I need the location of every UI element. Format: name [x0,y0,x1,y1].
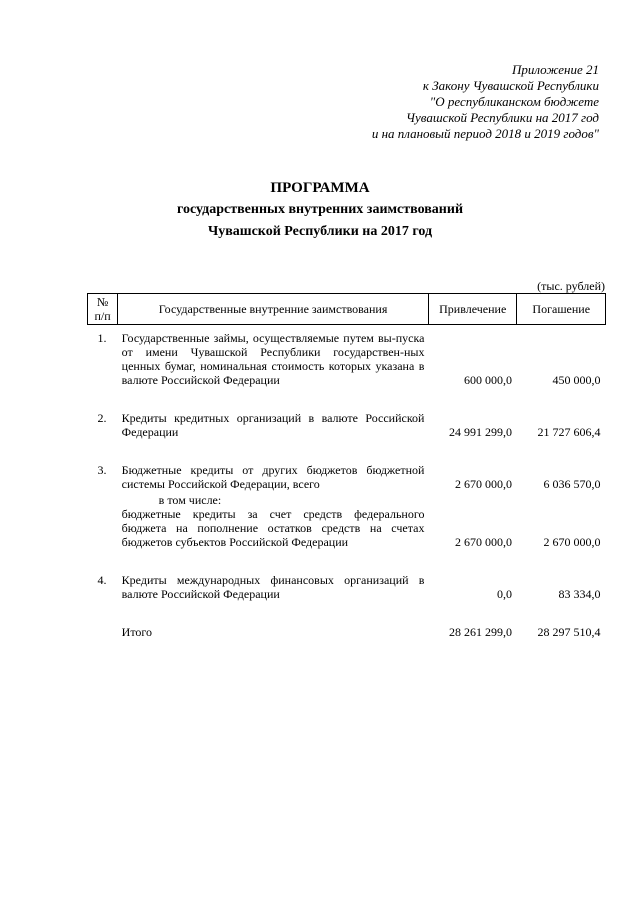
total-row [88,623,606,639]
subrow-name: бюджетные кредиты за счет средств федерального бюджета на пополнение остатков средств на счетах бюджетов субъектов Российской Федерации [121,506,425,549]
total-out: 28 297 510,4 [537,624,601,639]
header-name: Государственные внутренние заимствования [118,294,429,325]
appendix-line-1: Приложение 21 [511,62,599,77]
row-in: 24 991 299,0 [448,424,512,439]
row-num: 3. [97,462,107,477]
units-label: (тыс. рублей) [537,279,605,293]
table-row [88,409,606,439]
subrow-out: 2 670 000,0 [543,534,601,549]
row-num: 2. [97,410,107,425]
row-in: 600 000,0 [463,372,512,387]
row-out: 450 000,0 [552,372,601,387]
header-num-line-1: № [96,295,109,309]
borrowings-table [87,293,606,639]
row-in: 2 670 000,0 [454,476,512,491]
appendix-line-3: "О республиканском бюджете [429,94,599,109]
row-name: Государственные займы, осуществляемые путем вы-пуска от имени Чувашской Республики государствен-ных ценных бумаг, номинальная стоимость которых указана в валюте Российской Федерации [121,330,425,387]
row-name: Кредиты международных финансовых организаций в валюте Российской Федерации [121,572,425,601]
table-header-row [88,294,606,325]
total-in: 28 261 299,0 [448,624,512,639]
row-num: 1. [97,330,107,345]
row-name: Бюджетные кредиты от других бюджетов бюджетной системы Российской Федерации, всего [121,462,425,491]
row-out: 21 727 606,4 [537,424,601,439]
row-out: 6 036 570,0 [543,476,601,491]
subrow-in: 2 670 000,0 [454,534,512,549]
table-row [88,329,606,387]
including-label: в том числе: [158,492,222,507]
row-out: 83 334,0 [558,586,601,601]
header-num [88,294,118,325]
table-row [88,461,606,491]
title-line-2: государственных внутренних заимствований [176,202,464,217]
appendix-line-2: к Закону Чувашской Республики [422,78,599,93]
header-in: Привлечение [428,294,517,325]
title-line-3: Чувашской Республики на 2017 год [207,224,433,239]
total-label: Итого [121,624,153,639]
appendix-line-4: Чувашской Республики на 2017 год [406,110,599,125]
header-out: Погашение [517,294,606,325]
appendix-note [279,62,599,142]
title-main: ПРОГРАММА [270,180,370,196]
row-name: Кредиты кредитных организаций в валюте Российской Федерации [121,410,425,439]
header-num-line-2: п/п [94,309,111,323]
table-row [88,571,606,601]
row-in: 0,0 [496,586,512,601]
row-num: 4. [97,572,107,587]
appendix-line-5: и на плановый период 2018 и 2019 годов" [371,126,599,141]
document-title [0,177,640,243]
table-subrow [88,491,606,549]
